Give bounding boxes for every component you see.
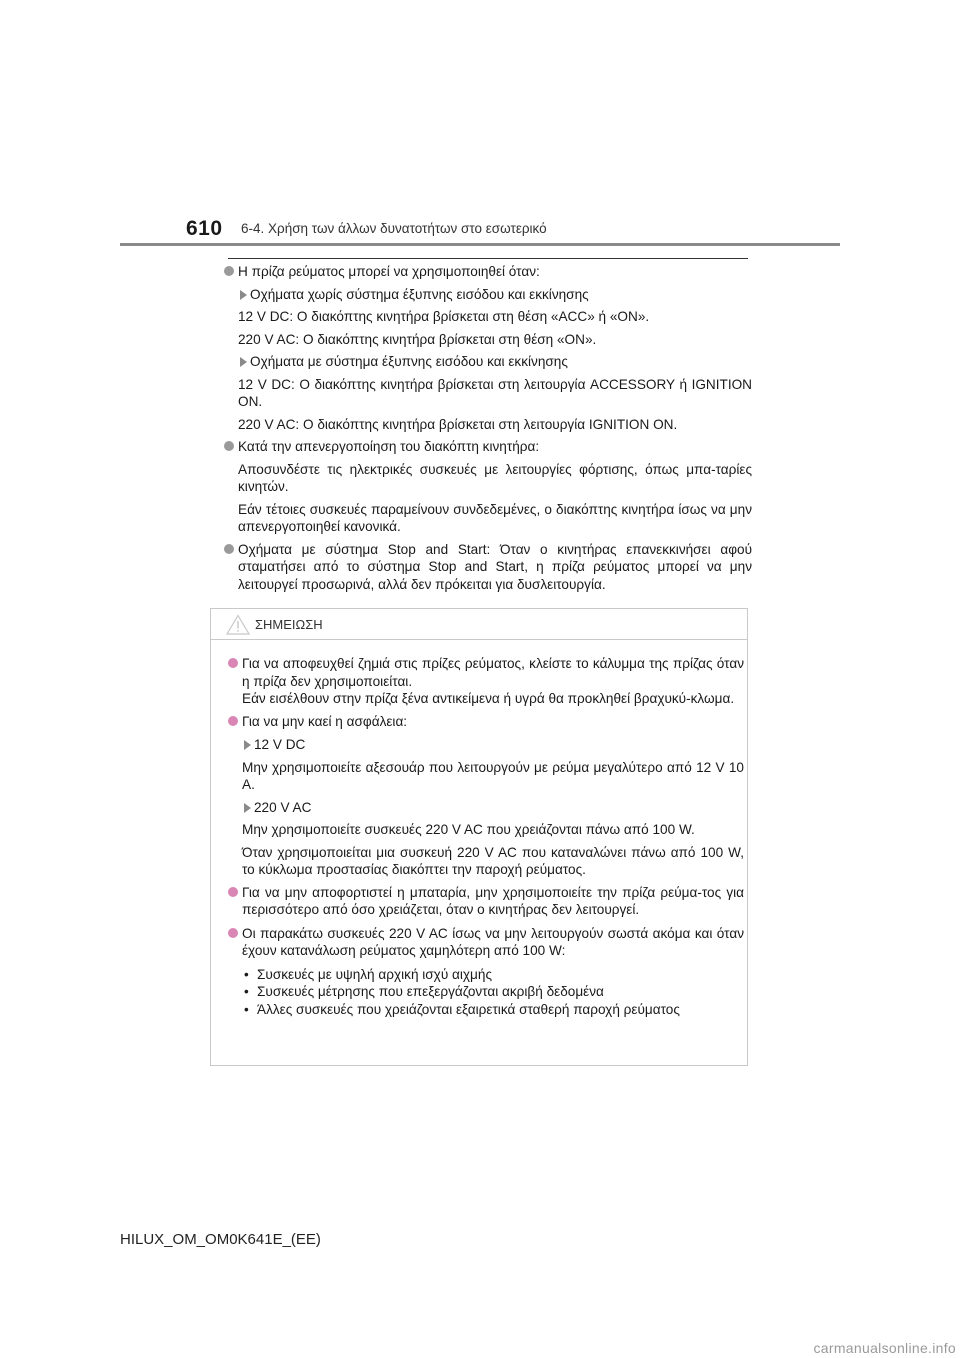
paragraph: Μην χρησιμοποιείτε αξεσουάρ που λειτουργούν με ρεύμα μεγαλύτερο από 12 V 10 A. [242,759,744,792]
sub-heading [228,799,744,817]
paragraph: Όταν χρησιμοποιείται μια συσκευή 220 V AC που καταναλώνει πάνω από 100 W, το κύκλωμα προστασίας διακόπτει την παροχή ρεύματος. [242,844,744,877]
bullet-icon [224,544,234,554]
list-item [228,655,744,690]
notice-box [210,608,748,1066]
small-bullet-icon: • [244,1001,249,1017]
sub-heading-text: Οχήματα χωρίς σύστημα έξυπνης εισόδου και εκκίνησης [250,286,589,302]
warning-icon [226,614,250,635]
list-item-text: Συσκευές με υψηλή αρχική ισχύ αιχμής [257,966,492,982]
list-item [228,925,744,960]
bullet-text: Για να μην αποφορτιστεί η μπαταρία, μην χρησιμοποιείτε την πρίζα ρεύμα-τος για περισσότερο από όσο χρειάζεται, όταν ο κινητήρας δεν λειτουργεί. [242,884,744,917]
list-item [242,1001,744,1019]
bullet-text: Οι παρακάτω συσκευές 220 V AC ίσως να μην λειτουργούν σωστά ακόμα και όταν έχουν κατανάλωση ρεύματος χαμηλότερη από 100 W: [242,925,744,958]
sub-heading-text: Οχήματα με σύστημα έξυπνης εισόδου και εκκίνησης [250,354,568,369]
small-bullet-icon: • [244,984,249,999]
notice-header [211,609,747,640]
paragraph: 12 V DC: Ο διακόπτης κινητήρα βρίσκεται στη λειτουργία ACCESSORY ή IGNITION ON. [238,376,752,409]
list-item-text: Συσκευές μέτρησης που επεξεργάζονται ακριβή δεδομένα [257,984,604,999]
bullet-text: Κατά την απενεργοποίηση του διακόπτη κινητήρα: [238,439,540,454]
bullet-icon [228,928,238,938]
small-bullet-icon: • [244,966,249,982]
list-item [224,438,752,456]
bullet-text: Οχήματα με σύστημα Stop and Start: Όταν ο κινητήρας επανεκκινήσει αφού σταματήσει από το σύστημα Stop and Start, η πρίζα ρεύματος μπορεί να μην λειτουργεί προσωρινά, αλλά δεν πρόκειται για δυσλειτουργία. [238,541,752,592]
list-item [228,713,744,731]
notice-title: ΣΗΜΕΙΩΣΗ [255,617,323,632]
page-number: 610 [186,217,223,240]
section-title: 6-4. Χρήση των άλλων δυνατοτήτων στο εσωτερικό [241,221,547,236]
list-item [224,263,752,281]
paragraph: Αποσυνδέστε τις ηλεκτρικές συσκευές με λειτουργίες φόρτισης, όπως μπα-ταρίες κινητών. [238,461,752,494]
sub-heading-text: 12 V DC [254,737,306,752]
bullet-icon [228,887,238,897]
sub-heading [228,736,744,754]
bullet-icon [228,716,238,726]
page-header [0,0,960,260]
triangle-right-icon [240,357,247,367]
list-item [242,983,744,1001]
bullet-text: Για να μην καεί η ασφάλεια: [242,713,408,729]
paragraph: 220 V AC: Ο διακόπτης κινητήρα βρίσκεται στη λειτουργία IGNITION ON. [238,416,678,432]
sub-heading [224,353,752,371]
watermark[interactable]: carmanualsonline.info [813,1340,956,1356]
triangle-right-icon [240,290,247,300]
notice-body [228,655,744,1018]
device-list [228,966,744,1019]
content-divider [228,258,748,259]
footer-code: HILUX_OM_OM0K641E_(EE) [120,1231,321,1248]
sub-heading [224,286,752,304]
list-item-text: Άλλες συσκευές που χρειάζονται εξαιρετικά σταθερή παροχή ρεύματος [257,1001,680,1017]
list-item [242,966,744,984]
sub-heading-text: 220 V AC [254,799,312,815]
bullet-text: Για να αποφευχθεί ζημιά στις πρίζες ρεύματος, κλείστε το κάλυμμα της πρίζας όταν η πρίζα δεν χρησιμοποιείται. [242,656,744,689]
bullet-text: Η πρίζα ρεύματος μπορεί να χρησιμοποιηθεί όταν: [238,264,540,279]
paragraph: Εάν εισέλθουν στην πρίζα ξένα αντικείμενα ή υγρά θα προκληθεί βραχυκύ-κλωμα. [242,691,735,706]
paragraph: 12 V DC: Ο διακόπτης κινητήρα βρίσκεται στη θέση «ACC» ή «ON». [238,309,650,324]
list-item [224,541,752,594]
paragraph: Μην χρησιμοποιείτε συσκευές 220 V AC που χρειάζονται πάνω από 100 W. [242,822,695,837]
header-divider [120,243,840,246]
paragraph: 220 V AC: Ο διακόπτης κινητήρα βρίσκεται στη θέση «ON». [238,331,597,347]
bullet-icon [224,266,234,276]
triangle-right-icon [244,740,251,750]
paragraph: Εάν τέτοιες συσκευές παραμείνουν συνδεδεμένες, ο διακόπτης κινητήρα ίσως να μην απενεργοποιηθεί κανονικά. [238,501,752,534]
triangle-right-icon [244,803,251,813]
list-item [228,884,744,919]
bullet-icon [228,658,238,668]
bullet-icon [224,441,234,451]
main-content [224,263,752,598]
